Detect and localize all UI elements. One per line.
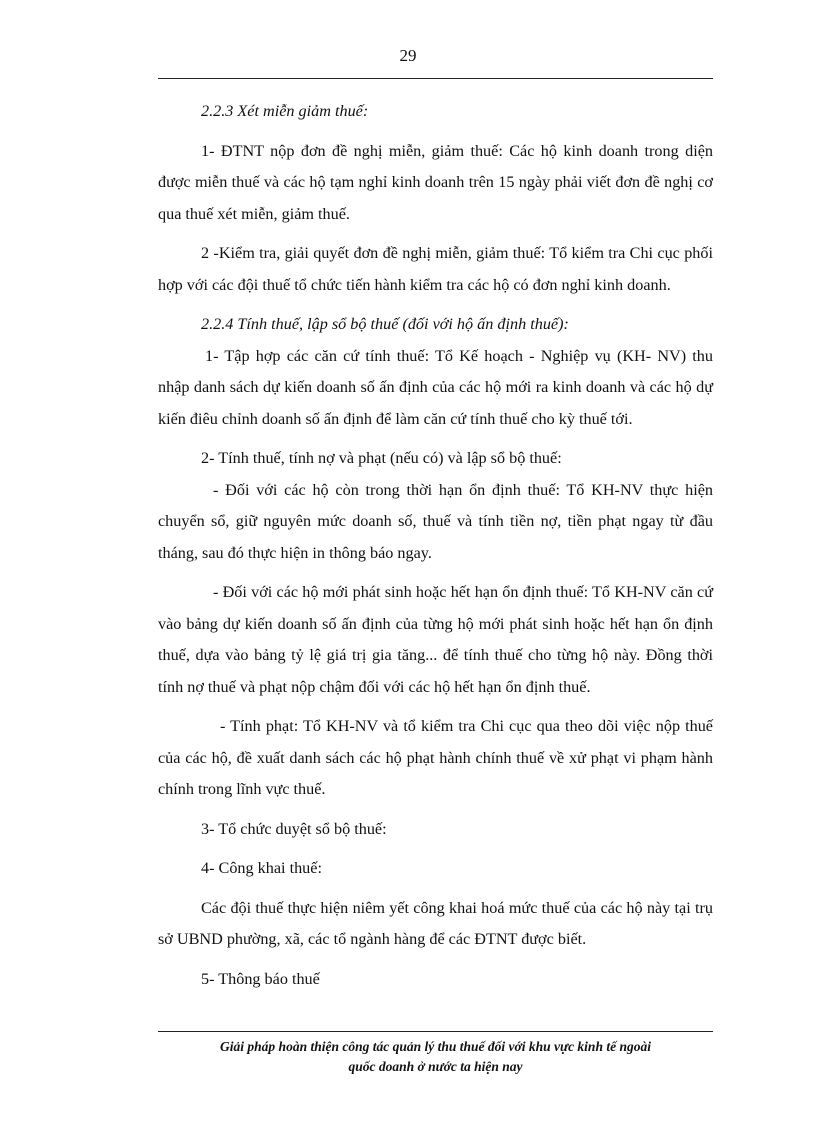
paragraph: 1- ĐTNT nộp đơn đề nghị miễn, giảm thuế: Các hộ kinh doanh trong diện được miễn thuế và các hộ tạm nghỉ kinh doanh trên 15 ngày phải viết đơn đề nghị cơ qua thuế xét miễn, giảm thuế.: [158, 141, 713, 223]
footer-line-2: quốc doanh ở nước ta hiện nay: [348, 1059, 523, 1074]
paragraph: 4- Công khai thuế:: [201, 859, 322, 877]
paragraph: 3- Tổ chức duyệt sổ bộ thuế:: [201, 819, 387, 838]
paragraph: - Đối với các hộ còn trong thời hạn ổn định thuế: Tổ KH-NV thực hiện chuyển sổ, giữ nguyên mức doanh số, thuế và tính tiền nợ, tiền phạt ngay từ đầu tháng, sau đó thực hiện in thông báo ngay.: [158, 480, 713, 562]
footer-line-1: Giải pháp hoàn thiện công tác quản lý thu thuế đối với khu vực kinh tế ngoài: [220, 1039, 651, 1054]
footer-rule: [158, 1031, 713, 1032]
paragraph: 2- Tính thuế, tính nợ và phạt (nếu có) và lập sổ bộ thuế:: [201, 449, 562, 467]
section-heading-2-2-3: 2.2.3 Xét miễn giảm thuế:: [201, 102, 369, 120]
paragraph: 1- Tập hợp các căn cứ tính thuế: Tổ Kế hoạch - Nghiệp vụ (KH- NV) thu nhập danh sách dự kiến doanh số ấn định của các hộ mới ra kinh doanh và các hộ dự kiến điêu chỉnh doanh số ấn định để làm căn cứ tính thuế cho kỳ thuế tới.: [158, 346, 713, 428]
section-heading-2-2-4: 2.2.4 Tính thuế, lập sổ bộ thuế (đối với hộ ấn định thuế):: [201, 315, 569, 333]
paragraph: Các đội thuế thực hiện niêm yết công khai hoá mức thuế của các hộ này tại trụ sở UBND phường, xã, các tổ ngành hàng để các ĐTNT được biết.: [158, 898, 713, 948]
page-body: [158, 96, 713, 995]
paragraph: 5- Thông báo thuế: [201, 969, 320, 988]
page-footer: [158, 1037, 713, 1077]
page-number: 29: [399, 46, 417, 65]
paragraph: - Tính phạt: Tổ KH-NV và tổ kiểm tra Chi cục qua theo dõi việc nộp thuế của các hộ, đề xuất danh sách các hộ phạt hành chính thuế về xử phạt vi phạm hành chính trong lĩnh vực thuế.: [158, 717, 713, 798]
paragraph: 2 -Kiểm tra, giải quyết đơn đề nghị miễn, giảm thuế: Tổ kiểm tra Chi cục phối hợp với các đội thuế tổ chức tiến hành kiểm tra các hộ có đơn nghỉ kinh doanh.: [158, 244, 713, 294]
paragraph: - Đối với các hộ mới phát sinh hoặc hết hạn ổn định thuế: Tổ KH-NV căn cứ vào bảng dự kiến doanh số ấn định của từng hộ mới phát sinh hoặc hết hạn ổn định thuế, dựa vào bảng tỷ lệ giá trị gia tăng... để tính thuế cho từng hộ này. Đồng thời tính nợ thuế và phạt nộp chậm đối với các hộ hết hạn ổn định thuế.: [158, 583, 713, 696]
header-rule: [158, 78, 713, 79]
